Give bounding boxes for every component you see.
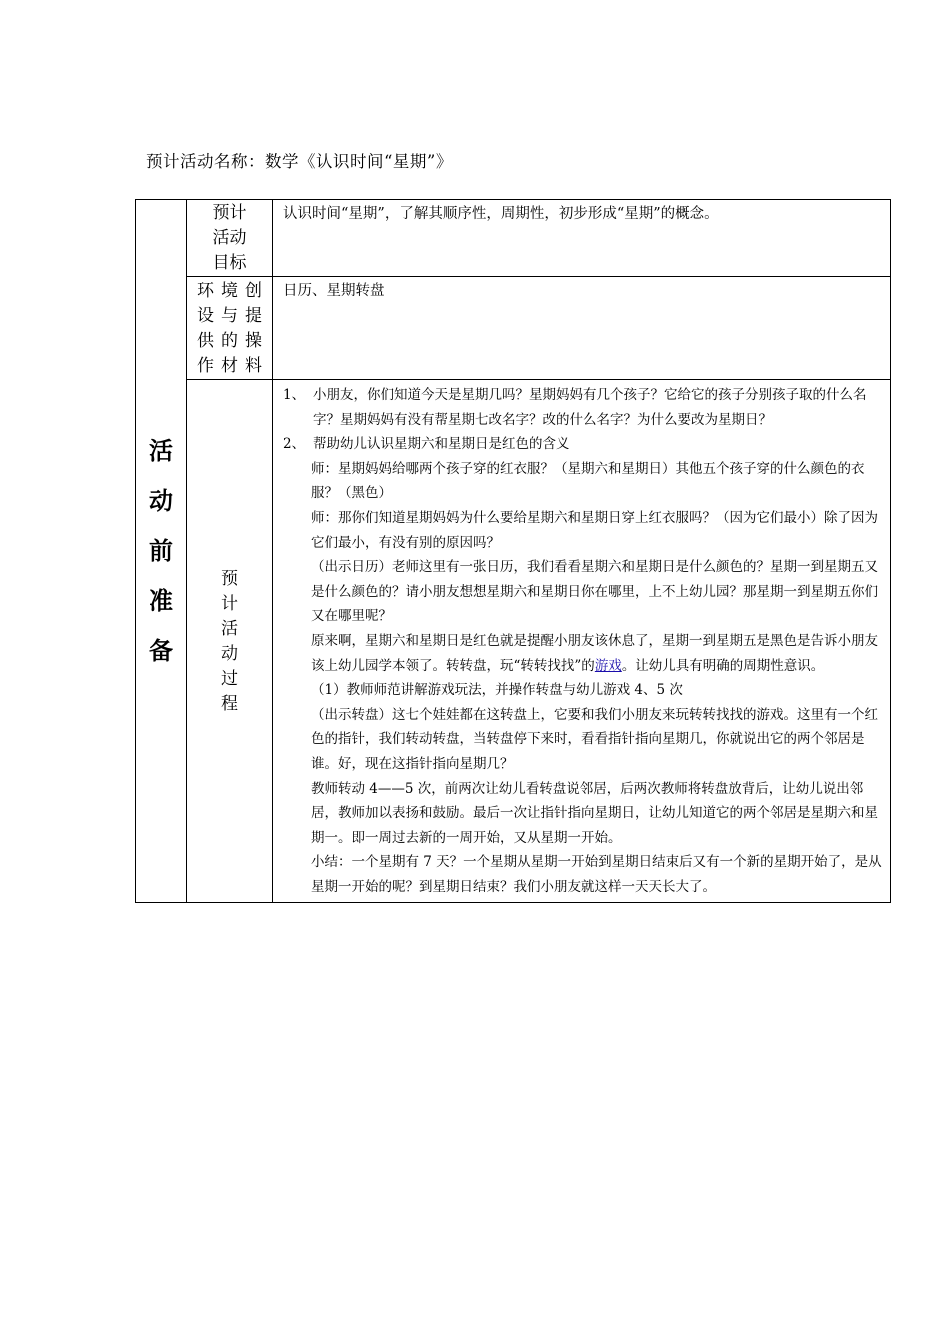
section-char: 活 bbox=[149, 436, 173, 465]
process-paragraph: 师：那你们知道星期妈妈为什么要给星期六和星期日穿上红衣服吗？（因为它们最小）除了因为它们最小，有没有别的原因吗？ bbox=[311, 509, 878, 551]
process-paragraph: （出示日历）老师这里有一张日历，我们看看星期六和星期日是什么颜色的？星期一到星期五又是什么颜色的？请小朋友想想星期六和星期日你在哪里，上不上幼儿园？那星期一到星期五你们又在哪里呢？ bbox=[311, 559, 878, 625]
goal-label-cell bbox=[187, 200, 273, 277]
item-text: 小朋友，你们知道今天是星期几吗？星期妈妈有几个孩子？它给它的孩子分别孩子取的什么名字？星期妈妈有没有帮星期七改名字？改的什么名字？为什么要改为星期日？ bbox=[313, 387, 867, 428]
process-paragraph: （1）教师师范讲解游戏玩法，并操作转盘与幼儿游戏 4、5 次 bbox=[311, 682, 683, 699]
materials-content: 日历、星期转盘 bbox=[273, 277, 891, 380]
process-label-cell bbox=[187, 380, 273, 903]
process-item-2 bbox=[283, 432, 884, 457]
goal-label-line: 目标 bbox=[212, 253, 247, 273]
paragraph-text: 原来啊，星期六和星期日是红色就是提醒小朋友该休息了，星期一到星期五是黑色是告诉小朋友该上幼儿园学本领了。转转盘，玩“转转找找”的 bbox=[311, 632, 878, 674]
materials-label-line: 作材料 bbox=[197, 356, 262, 376]
process-item-1 bbox=[283, 383, 884, 432]
process-label-line: 活 bbox=[221, 618, 238, 639]
process-label-line: 计 bbox=[221, 593, 238, 614]
process-paragraph: 教师转动 4——5 次，前两次让幼儿看转盘说邻居，后两次教师将转盘放背后，让幼儿说出邻居，教师加以表扬和鼓励。最后一次让指针指向星期日，让幼儿知道它的两个邻居是星期六和星期一。即一周过去新的一周开始，又从星期一开始。 bbox=[311, 780, 878, 846]
item-number: 1、 bbox=[283, 387, 306, 403]
goal-label-line: 活动 bbox=[212, 228, 247, 248]
process-label-line: 预 bbox=[221, 568, 238, 589]
game-link[interactable]: 游戏 bbox=[594, 657, 622, 674]
process-paragraph: （出示转盘）这七个娃娃都在这转盘上，它要和我们小朋友来玩转转找找的游戏。这里有一个红色的指针，我们转动转盘，当转盘停下来时，看看指针指向星期几，你就说出它的两个邻居是谁。好，现在这指针指向星期几？ bbox=[311, 706, 878, 772]
process-paragraph-game bbox=[283, 629, 884, 678]
goal-content: 认识时间“星期”，了解其顺序性，周期性，初步形成“星期”的概念。 bbox=[273, 200, 891, 277]
item-number: 2、 bbox=[283, 436, 306, 453]
section-label-cell bbox=[136, 200, 187, 903]
section-char: 备 bbox=[149, 636, 173, 665]
activity-plan-table bbox=[135, 199, 891, 903]
goal-row bbox=[136, 200, 891, 277]
materials-label-line: 环境创 bbox=[197, 281, 262, 301]
process-paragraph: 小结：一个星期有 7 天？一个星期从星期一开始到星期日结束后又有一个新的星期开始了，是从星期一开始的呢？到星期日结束？我们小朋友就这样一天天长大了。 bbox=[311, 854, 882, 895]
section-char: 前 bbox=[149, 536, 173, 565]
section-char: 准 bbox=[149, 586, 173, 615]
item-text: 帮助幼儿认识星期六和星期日是红色的含义 bbox=[313, 436, 570, 453]
process-paragraph: 师：星期妈妈给哪两个孩子穿的红衣服？（星期六和星期日）其他五个孩子穿的什么颜色的衣服？（黑色） bbox=[311, 460, 865, 502]
section-char: 动 bbox=[149, 486, 173, 515]
process-label-line: 动 bbox=[221, 643, 238, 664]
process-row bbox=[136, 380, 891, 903]
materials-label-cell bbox=[187, 277, 273, 380]
goal-label-line: 预计 bbox=[212, 203, 247, 223]
materials-label-line: 设与提 bbox=[197, 306, 262, 326]
page-title: 预计活动名称：数学《认识时间“星期”》 bbox=[146, 152, 453, 171]
materials-row bbox=[136, 277, 891, 380]
process-label-line: 过 bbox=[221, 668, 238, 689]
process-content bbox=[273, 380, 891, 903]
paragraph-text: 。让幼儿具有明确的周期性意识。 bbox=[621, 657, 825, 674]
materials-label-line: 供的操 bbox=[197, 331, 262, 351]
process-label-line: 程 bbox=[221, 693, 238, 714]
